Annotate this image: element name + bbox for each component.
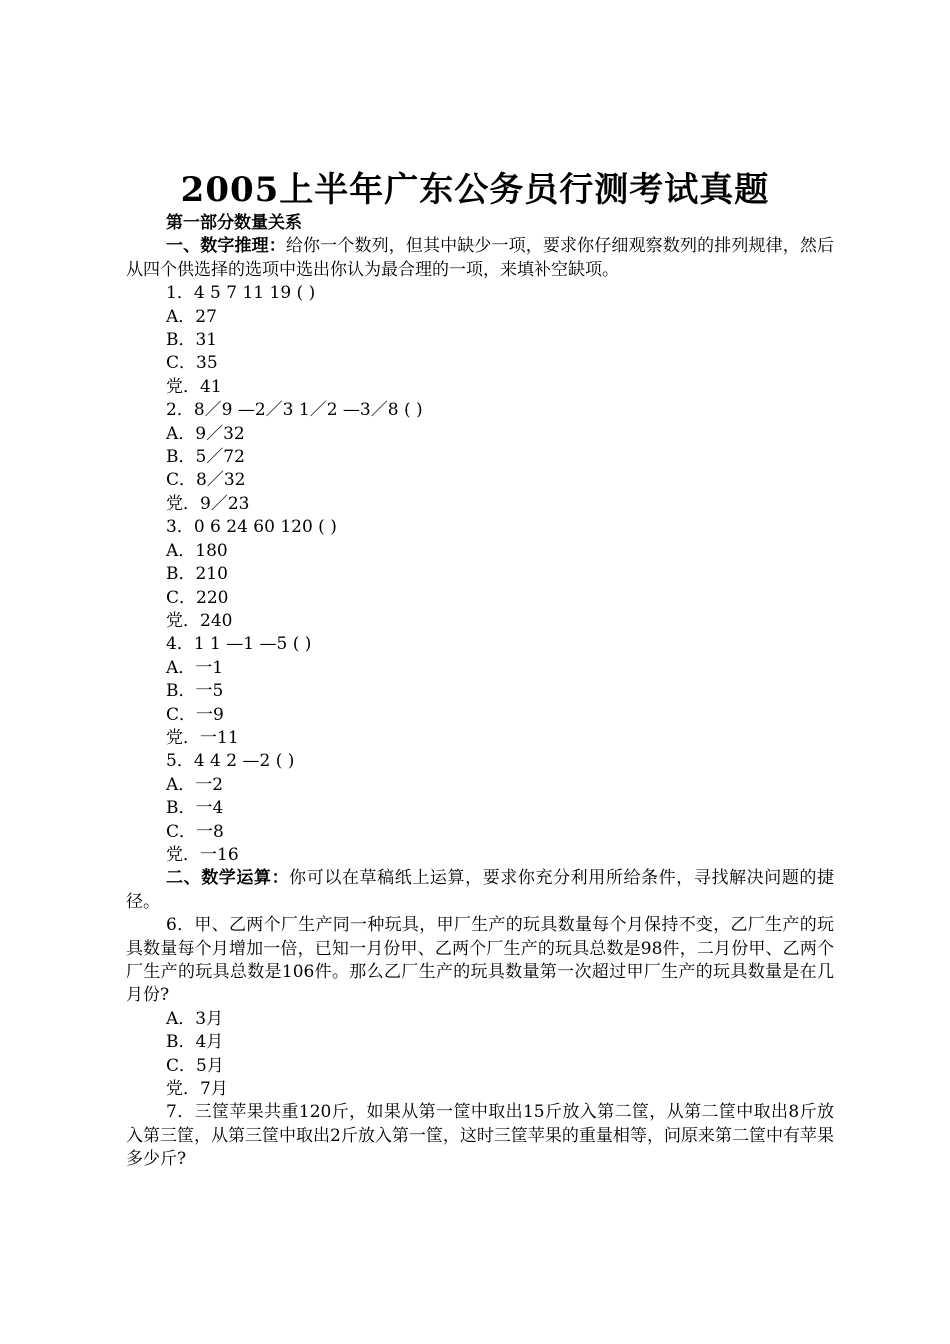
section-intro-math-operations bbox=[126, 867, 834, 914]
question-stem: 5．4 4 2 —2 ( ) bbox=[166, 751, 295, 772]
question-3 bbox=[126, 516, 834, 633]
question-7 bbox=[126, 1101, 834, 1171]
option-a: A．一1 bbox=[166, 657, 224, 678]
option-d: 党．9／23 bbox=[166, 493, 250, 514]
option-c: C．8／32 bbox=[166, 470, 246, 491]
question-6 bbox=[126, 914, 834, 1101]
question-stem: 3．0 6 24 60 120 ( ) bbox=[166, 517, 337, 538]
section-label: 一、数字推理： bbox=[166, 236, 286, 257]
option-b: B．一4 bbox=[166, 798, 224, 819]
question-2 bbox=[126, 399, 834, 516]
option-b: B．4月 bbox=[166, 1032, 224, 1053]
option-c: C．35 bbox=[166, 353, 218, 374]
section-text: 给你一个数列，但其中缺少一项，要求你仔细观察数列的排列规律，然后从四个供选择的选项中选出你认为最合理的一项，来填补空缺项。 bbox=[126, 236, 834, 280]
option-c: C．一9 bbox=[166, 704, 224, 725]
option-a: A．3月 bbox=[166, 1008, 224, 1029]
section-text: 你可以在草稿纸上运算，要求你充分利用所给条件，寻找解决问题的捷径。 bbox=[126, 868, 835, 912]
option-c: C．5月 bbox=[166, 1055, 224, 1076]
option-a: A．9／32 bbox=[166, 423, 245, 444]
section-intro-number-reasoning bbox=[126, 235, 834, 282]
question-5 bbox=[126, 750, 834, 867]
option-b: B．5／72 bbox=[166, 447, 245, 468]
question-stem: 1．4 5 7 11 19 ( ) bbox=[166, 283, 316, 304]
option-a: A．180 bbox=[166, 540, 228, 561]
option-c: C．220 bbox=[166, 587, 229, 608]
question-stem: 7．三筐苹果共重120斤，如果从第一筐中取出15斤放入第二筐，从第二筐中取出8斤放入第三筐，从第三筐中取出2斤放入第一筐，这时三筐苹果的重量相等，问原来第二筐中有苹果多少斤? bbox=[126, 1102, 834, 1170]
question-stem: 4．1 1 —1 —5 ( ) bbox=[166, 634, 312, 655]
option-c: C．一8 bbox=[166, 821, 224, 842]
option-a: A．一2 bbox=[166, 774, 224, 795]
option-d: 党．一11 bbox=[166, 727, 239, 748]
question-1 bbox=[126, 282, 834, 399]
option-d: 党．一16 bbox=[166, 844, 239, 865]
option-a: A．27 bbox=[166, 306, 217, 327]
option-b: B．一5 bbox=[166, 681, 224, 702]
option-d: 党．240 bbox=[166, 610, 233, 631]
option-d: 党．7月 bbox=[166, 1079, 228, 1100]
option-d: 党．41 bbox=[166, 376, 222, 397]
question-4 bbox=[126, 633, 834, 750]
option-b: B．210 bbox=[166, 564, 228, 585]
option-b: B．31 bbox=[166, 330, 218, 351]
part-heading: 第一部分数量关系 bbox=[166, 213, 302, 233]
document-title: 2005上半年广东公务员行测考试真题 bbox=[180, 170, 770, 210]
section-label: 二、数学运算： bbox=[166, 868, 290, 889]
document-body bbox=[126, 212, 834, 1172]
question-stem: 2．8／9 —2／3 1／2 —3／8 ( ) bbox=[166, 400, 423, 421]
question-stem: 6．甲、乙两个厂生产同一种玩具，甲厂生产的玩具数量每个月保持不变，乙厂生产的玩具数量每个月增加一倍，已知一月份甲、乙两个厂生产的玩具总数是98件，二月份甲、乙两个厂生产的玩具总数是106件。那么乙厂生产的玩具数量第一次超过甲厂生产的玩具数量是在几月份? bbox=[126, 915, 834, 1006]
